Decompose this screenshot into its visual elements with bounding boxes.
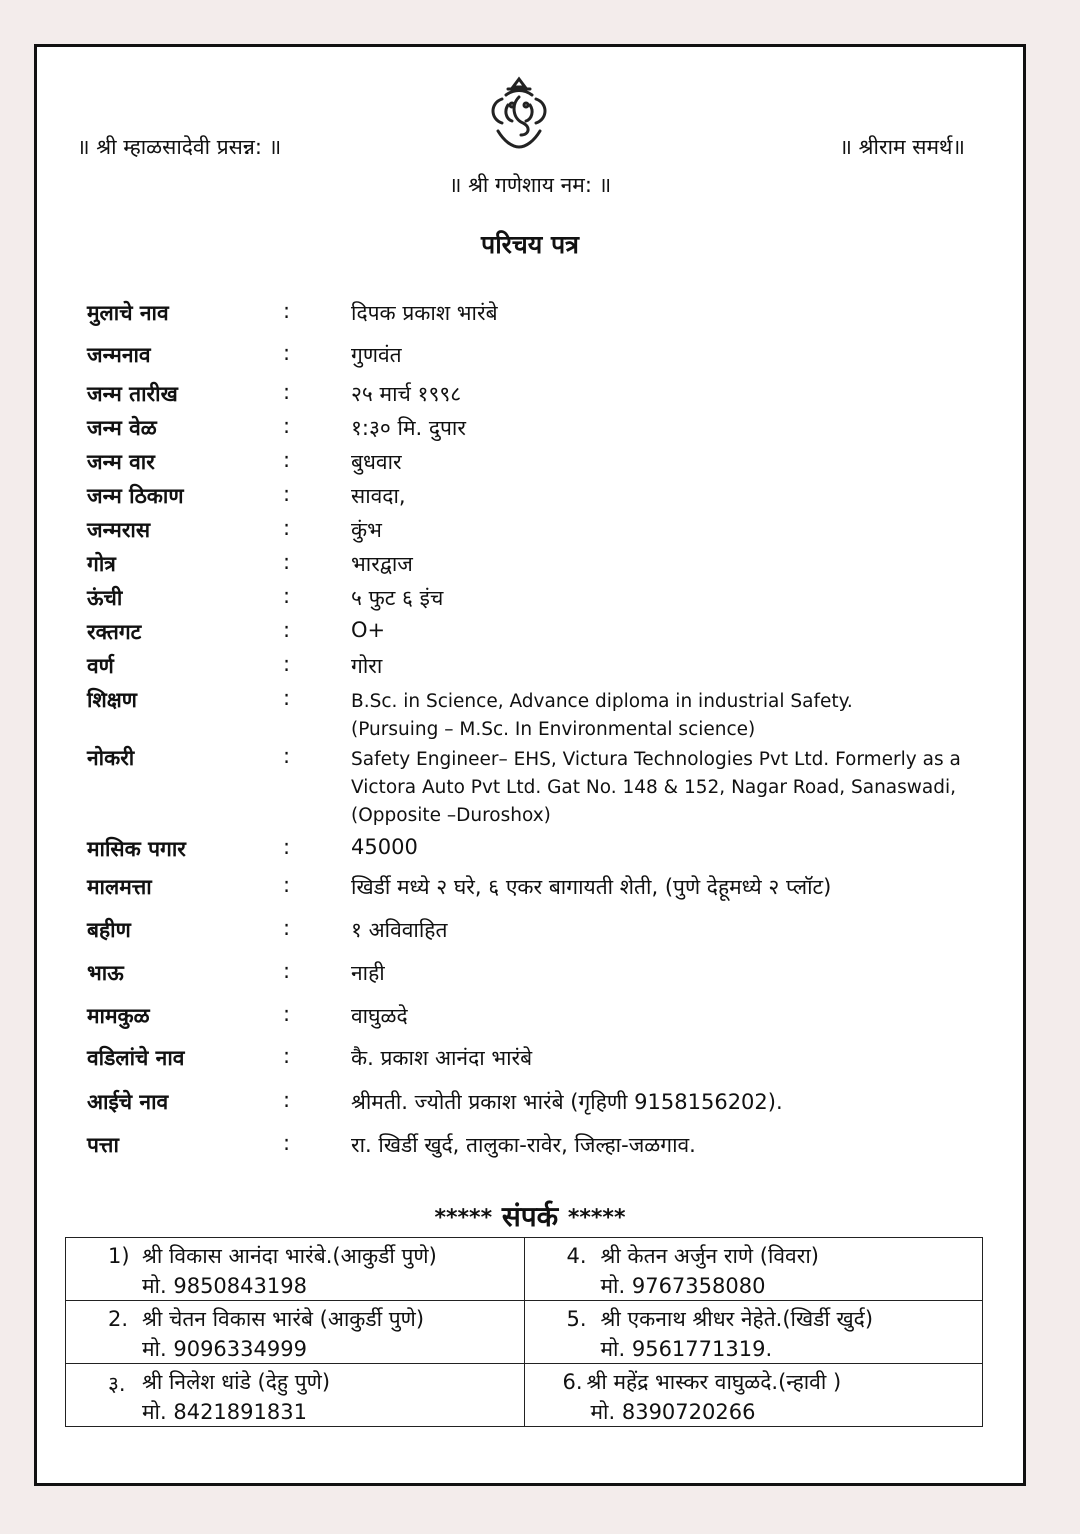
detail-label: जन्म तारीख xyxy=(87,382,178,406)
contacts-row xyxy=(66,1364,983,1427)
contact-cell xyxy=(66,1238,525,1301)
detail-colon: : xyxy=(283,380,291,404)
contacts-row xyxy=(66,1238,983,1301)
contact-name: श्री एकनाथ श्रीधर नेहेते.(खिर्डी खुर्द) xyxy=(600,1307,874,1331)
stars-left: ***** xyxy=(434,1205,493,1231)
detail-value: खिर्डी मध्ये २ घरे, ६ एकर बागायती शेती, (पुणे देहूमध्ये २ प्लॉट) xyxy=(351,875,832,899)
detail-value: कुंभ xyxy=(351,518,382,542)
contact-cell xyxy=(66,1301,525,1364)
contact-name: श्री विकास आनंदा भारंबे.(आकुर्डी पुणे) xyxy=(142,1244,437,1268)
contacts-table xyxy=(65,1237,983,1427)
contact-number: 6. xyxy=(562,1370,583,1394)
detail-label: रक्तगट xyxy=(87,620,142,644)
detail-value: ५ फुट ६ इंच xyxy=(351,586,444,610)
contact-phone: मो. 9561771319. xyxy=(600,1337,773,1361)
detail-colon: : xyxy=(283,916,291,940)
detail-label: आईचे नाव xyxy=(87,1090,169,1114)
contacts-row xyxy=(66,1301,983,1364)
left-blessing: ॥ श्री म्हाळसादेवी प्रसन्न: ॥ xyxy=(77,135,282,159)
detail-value: भारद्वाज xyxy=(351,552,413,576)
contact-name: श्री चेतन विकास भारंबे (आकुर्डी पुणे) xyxy=(142,1307,425,1331)
contact-number: 1) xyxy=(108,1244,130,1268)
detail-value: नाही xyxy=(351,961,385,985)
contact-cell xyxy=(66,1364,525,1427)
contact-cell xyxy=(524,1238,983,1301)
contact-phone: मो. 8390720266 xyxy=(590,1400,756,1424)
detail-value: बुधवार xyxy=(351,450,402,474)
detail-colon: : xyxy=(283,414,291,438)
detail-colon: : xyxy=(283,341,291,365)
ganesha-icon xyxy=(484,75,554,155)
detail-colon: : xyxy=(283,584,291,608)
detail-colon: : xyxy=(283,835,291,859)
detail-value: २५ मार्च १९९८ xyxy=(351,382,462,406)
center-blessing: ॥ श्री गणेशाय नम: ॥ xyxy=(448,173,612,197)
contact-cell xyxy=(524,1301,983,1364)
page-title: परिचय पत्र xyxy=(481,230,579,259)
stars-right: ***** xyxy=(567,1205,626,1231)
detail-value: १:३० मि. दुपार xyxy=(351,416,466,440)
right-blessing: ॥ श्रीराम समर्थ॥ xyxy=(839,135,965,159)
detail-value: गुणवंत xyxy=(351,343,402,367)
detail-value: श्रीमती. ज्योती प्रकाश भारंबे (गृहिणी 9158156202). xyxy=(351,1090,783,1114)
job-line: Victora Auto Pvt Ltd. Gat No. 148 & 152, Nagar Road, Sanaswadi, xyxy=(351,777,956,798)
detail-value: १ अविवाहित xyxy=(351,918,448,942)
detail-colon: : xyxy=(283,482,291,506)
detail-colon: : xyxy=(283,686,291,710)
contact-number: 2. xyxy=(108,1307,129,1331)
detail-label: मासिक पगार xyxy=(87,837,186,861)
detail-colon: : xyxy=(283,618,291,642)
detail-colon: : xyxy=(283,448,291,472)
education-line: (Pursuing – M.Sc. In Environmental science) xyxy=(351,719,756,740)
detail-label: वडिलांचे नाव xyxy=(87,1046,185,1070)
contact-phone: मो. 9767358080 xyxy=(600,1274,766,1298)
detail-label: भाऊ xyxy=(87,961,124,985)
detail-label: शिक्षण xyxy=(87,688,137,712)
contact-phone: मो. 9096334999 xyxy=(142,1337,307,1361)
detail-colon: : xyxy=(283,1044,291,1068)
detail-label: ऊंची xyxy=(87,586,123,610)
contact-number: ३. xyxy=(108,1372,126,1396)
detail-colon: : xyxy=(283,550,291,574)
detail-colon: : xyxy=(283,516,291,540)
contact-heading xyxy=(37,1197,1023,1235)
detail-label: बहीण xyxy=(87,918,131,942)
detail-value: गोरा xyxy=(351,654,383,678)
biodata-page xyxy=(34,44,1026,1486)
detail-colon: : xyxy=(283,873,291,897)
job-line: Safety Engineer– EHS, Victura Technologies Pvt Ltd. Formerly as a xyxy=(351,749,961,770)
detail-label: पत्ता xyxy=(87,1133,119,1157)
detail-colon: : xyxy=(283,959,291,983)
detail-colon: : xyxy=(283,1088,291,1112)
contact-name: श्री महेंद्र भास्कर वाघुळदे.(न्हावी ) xyxy=(586,1370,842,1394)
detail-colon: : xyxy=(283,744,291,768)
education-line: B.Sc. in Science, Advance diploma in industrial Safety. xyxy=(351,691,853,712)
contact-cell xyxy=(524,1364,983,1427)
detail-colon: : xyxy=(283,652,291,676)
job-line: (Opposite –Duroshox) xyxy=(351,805,551,826)
detail-label: जन्मनाव xyxy=(87,343,151,367)
detail-label: जन्म वार xyxy=(87,450,155,474)
detail-colon: : xyxy=(283,299,291,323)
contact-number: 5. xyxy=(566,1307,587,1331)
detail-value: वाघुळदे xyxy=(351,1004,408,1028)
detail-label: नोकरी xyxy=(87,746,135,770)
detail-value: सावदा, xyxy=(351,484,406,508)
detail-label: मुलाचे नाव xyxy=(87,301,169,325)
detail-value: कै. प्रकाश आनंदा भारंबे xyxy=(351,1046,533,1070)
detail-value: रा. खिर्डी खुर्द, तालुका-रावेर, जिल्हा-जळगाव. xyxy=(351,1133,696,1157)
detail-colon: : xyxy=(283,1131,291,1155)
contact-name: श्री केतन अर्जुन राणे (विवरा) xyxy=(600,1244,819,1268)
detail-label: गोत्र xyxy=(87,552,116,576)
contact-phone: मो. 9850843198 xyxy=(142,1274,307,1298)
contact-phone: मो. 8421891831 xyxy=(142,1400,307,1424)
detail-label: जन्मरास xyxy=(87,518,151,542)
contact-number: 4. xyxy=(566,1244,587,1268)
detail-value: 45000 xyxy=(351,835,418,859)
detail-value: दिपक प्रकाश भारंबे xyxy=(351,301,498,325)
detail-value: O+ xyxy=(351,618,386,642)
detail-label: वर्ण xyxy=(87,654,114,678)
contact-name: श्री निलेश धांडे (देहु पुणे) xyxy=(142,1370,331,1394)
detail-label: जन्म ठिकाण xyxy=(87,484,184,508)
detail-label: मामकुळ xyxy=(87,1004,150,1028)
contact-title: संपर्क xyxy=(501,1200,559,1233)
detail-label: मालमत्ता xyxy=(87,875,152,899)
detail-label: जन्म वेळ xyxy=(87,416,157,440)
detail-colon: : xyxy=(283,1002,291,1026)
